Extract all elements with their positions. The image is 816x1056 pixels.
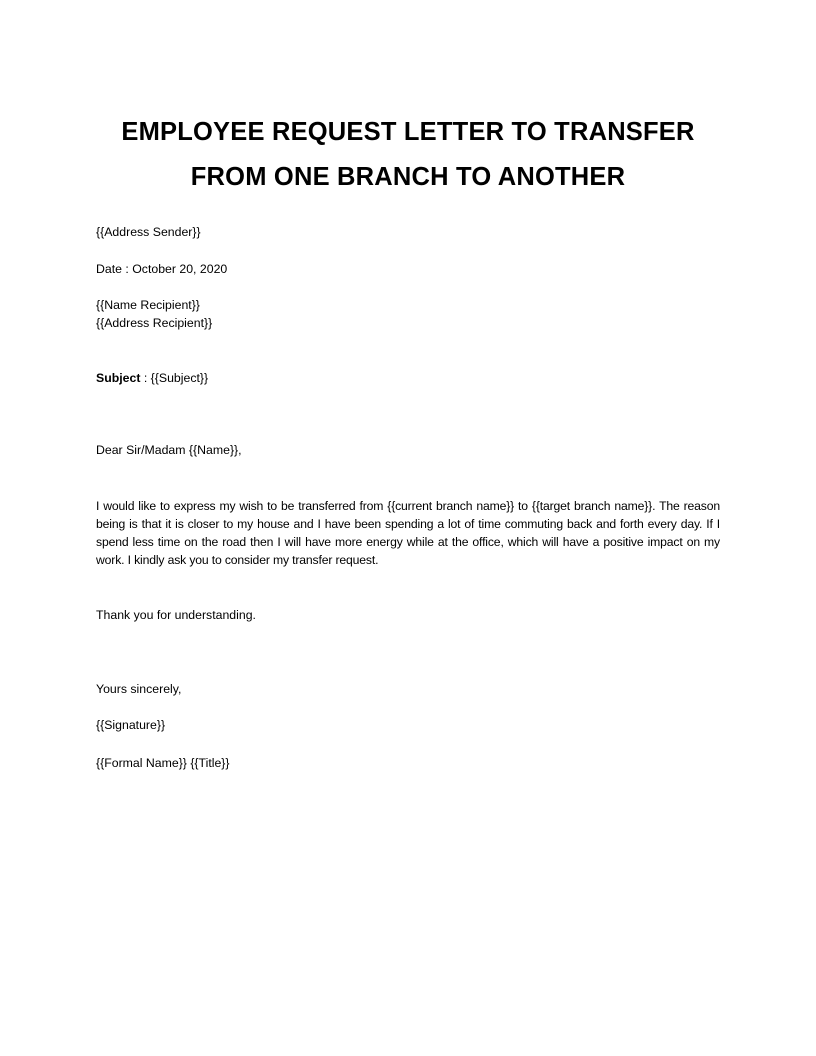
salutation: Dear Sir/Madam {{Name}}, bbox=[96, 443, 242, 457]
document-title-line-2: FROM ONE BRANCH TO ANOTHER bbox=[190, 163, 626, 191]
signature: {{Signature}} bbox=[96, 718, 166, 732]
subject-line bbox=[96, 369, 208, 387]
body-paragraph: I would like to express my wish to be transferred from {{current branch name}} to {{target branch name}}. The reason being is that it is closer to my house and I have been spending a lot of time commuting back and forth every day. If I spend less time on the road then I will have more energy while at the office, which will have a positive impact on my work. I kindly ask you to consider my transfer request. bbox=[96, 499, 720, 567]
subject-value: : {{Subject}} bbox=[140, 371, 209, 385]
formal-name-title: {{Formal Name}} {{Title}} bbox=[96, 756, 230, 770]
subject-label: Subject bbox=[96, 371, 141, 385]
name-recipient: {{Name Recipient}} bbox=[96, 298, 200, 312]
letter-date: Date : October 20, 2020 bbox=[96, 262, 228, 276]
thanks-line: Thank you for understanding. bbox=[96, 608, 256, 622]
document-title-line-1: EMPLOYEE REQUEST LETTER TO TRANSFER bbox=[121, 118, 695, 146]
closing: Yours sincerely, bbox=[96, 682, 182, 696]
address-sender: {{Address Sender}} bbox=[96, 225, 201, 239]
address-recipient: {{Address Recipient}} bbox=[96, 316, 213, 330]
